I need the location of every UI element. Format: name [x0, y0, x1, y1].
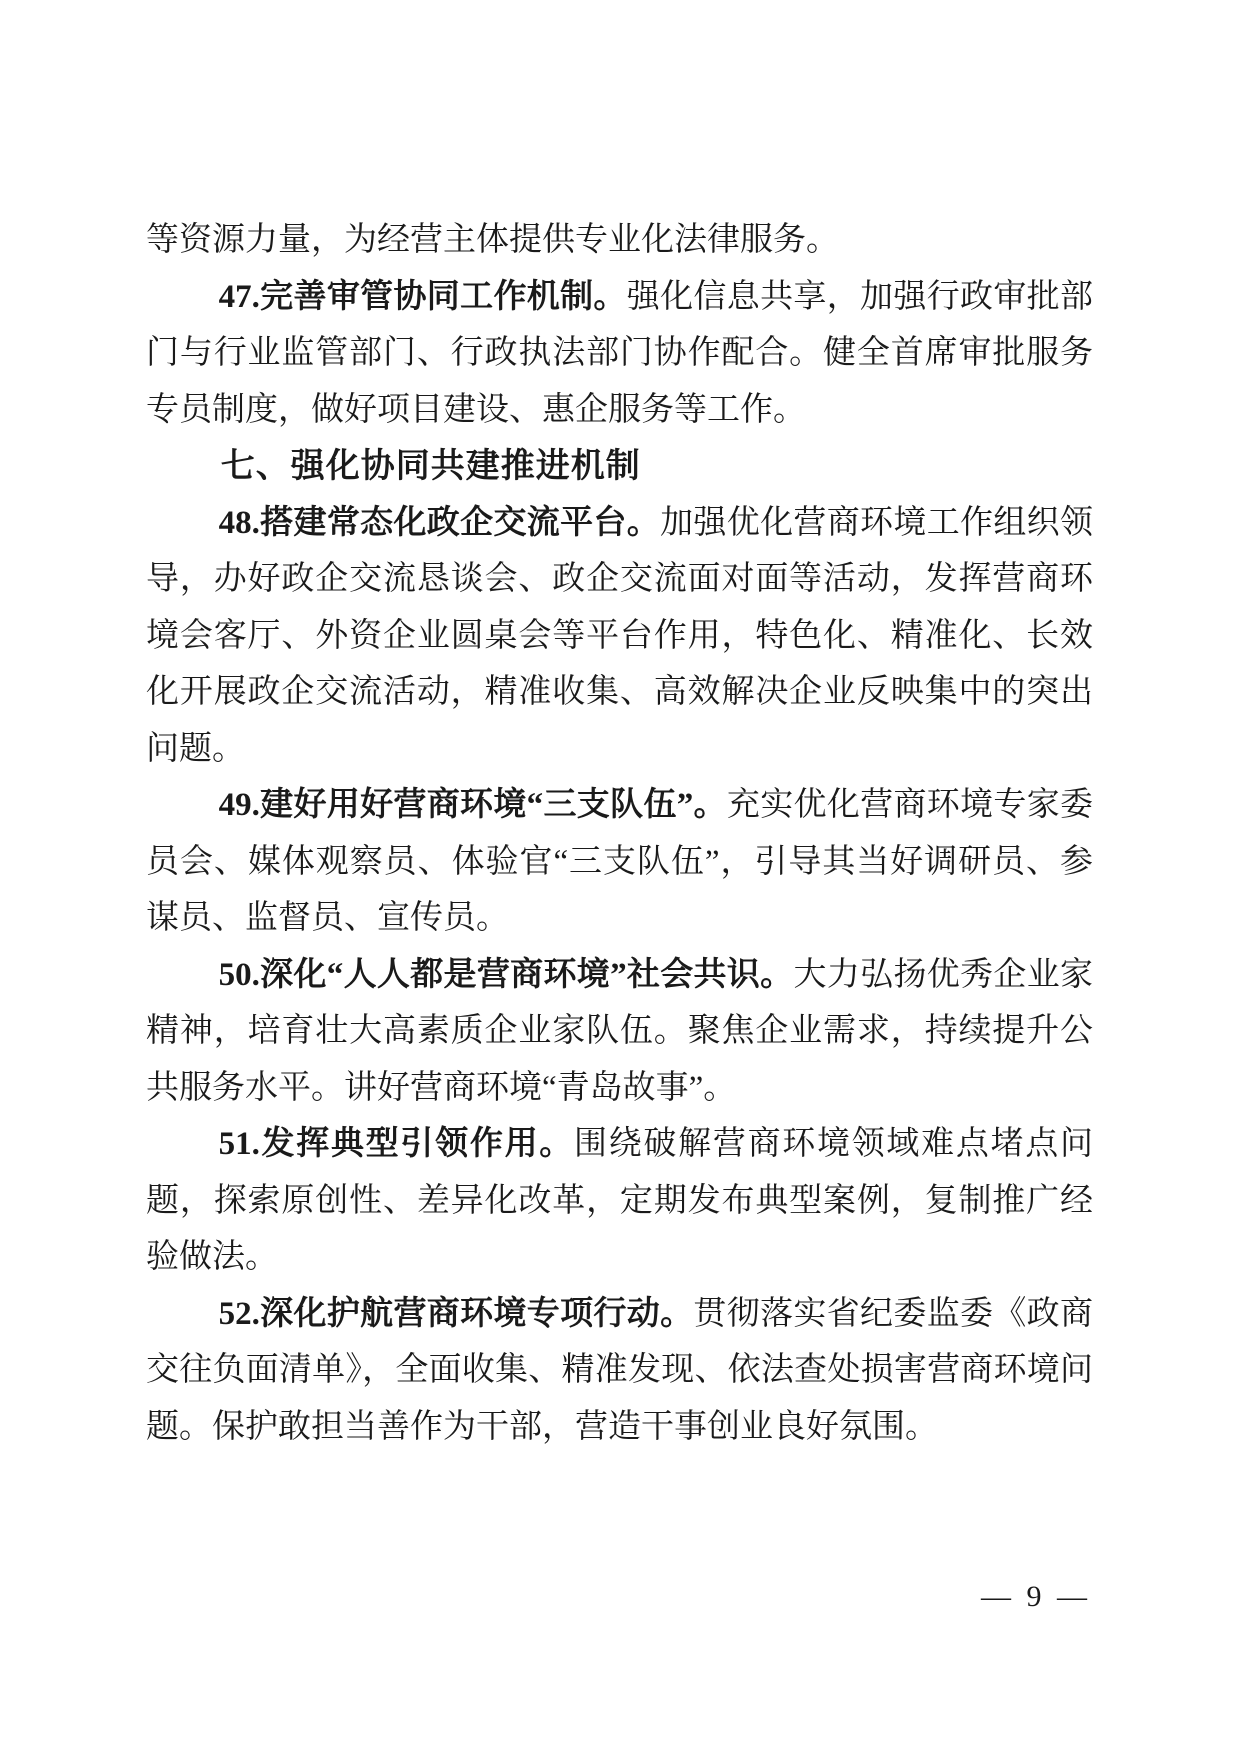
item-49-lead: 49.建好用好营商环境“三支队伍”。	[218, 787, 727, 823]
item-49-text: 充实优化营商环境专家委员会、媒体观察员、体验官“三支队伍”，引导其当好调研员、参谋员、监督员、宣传员。	[146, 787, 1094, 936]
document-body	[146, 212, 1093, 1455]
item-52-text: 贯彻落实省纪委监委《政商交往负面清单》，全面收集、精准发现、依法查处损害营商环境问题。保护敢担当善作为干部，营造干事创业良好氛围。	[146, 1295, 1094, 1445]
section-heading-7	[146, 438, 1093, 495]
paragraph-item-47	[146, 269, 1093, 439]
item-51-text: 围绕破解营商环境领域难点堵点问题，探索原创性、差异化改革，定期发布典型案例，复制推广经验做法。	[146, 1126, 1094, 1275]
item-47-text: 强化信息共享，加强行政审批部门与行业监管部门、行政执法部门协作配合。健全首席审批服务专员制度，做好项目建设、惠企服务等工作。	[146, 278, 1094, 428]
paragraph-item-51	[146, 1116, 1093, 1286]
paragraph-item-49	[146, 777, 1093, 947]
item-48-lead: 48.搭建常态化政企交流平台。	[218, 504, 661, 541]
paragraph-item-48	[146, 495, 1093, 778]
section-heading-text: 七、强化协同共建推进机制	[220, 447, 641, 485]
item-50-lead: 50.深化“人人都是营商环境”社会共识。	[218, 956, 794, 993]
paragraph-46-continuation	[146, 212, 1093, 269]
paragraph-item-52	[146, 1286, 1093, 1456]
item-52-lead: 52.深化护航营商环境专项行动。	[218, 1295, 694, 1332]
page-number: — 9 —	[981, 1580, 1091, 1613]
item-51-lead: 51.发挥典型引领作用。	[218, 1126, 574, 1162]
paragraph-text: 等资源力量，为经营主体提供专业化法律服务。	[146, 222, 839, 258]
item-47-lead: 47.完善审管协同工作机制。	[218, 278, 627, 315]
paragraph-item-50	[146, 947, 1093, 1117]
item-48-text: 加强优化营商环境工作组织领导，办好政企交流恳谈会、政企交流面对面等活动，发挥营商环境会客厅、外资企业圆桌会等平台作用，特色化、精准化、长效化开展政企交流活动，精准收集、高效解决企业反映集中的突出问题。	[146, 504, 1094, 767]
item-50-text: 大力弘扬优秀企业家精神，培育壮大高素质企业家队伍。聚焦企业需求，持续提升公共服务水平。讲好营商环境“青岛故事”。	[146, 956, 1094, 1106]
page-footer	[981, 1580, 1091, 1614]
